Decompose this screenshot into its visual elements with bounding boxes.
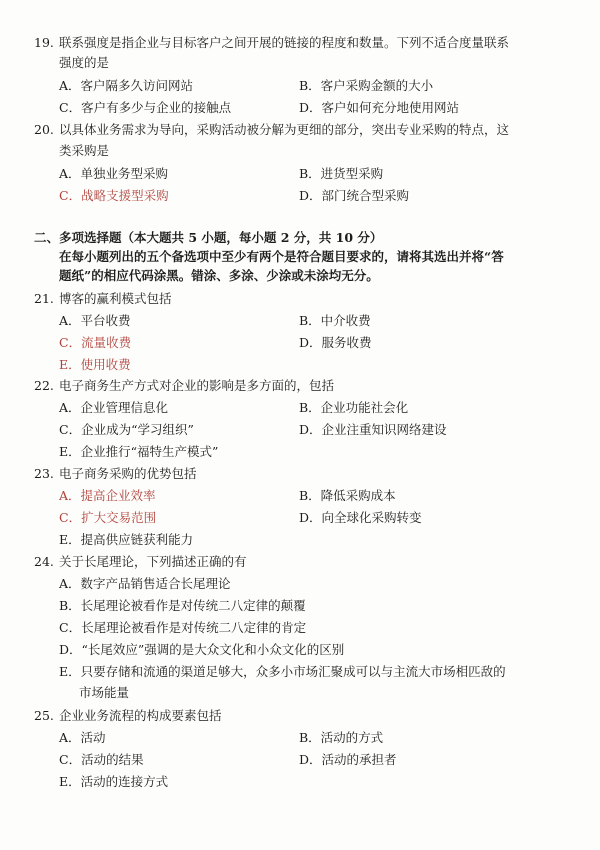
option-b: B．进货型采购	[299, 166, 384, 181]
option-a: A．平台收费	[59, 313, 131, 328]
section-heading: 二、多项选择题（本大题共 5 小题，每小题 2 分，共 10 分）	[34, 230, 383, 245]
option-c: C．活动的结果	[59, 752, 144, 767]
option-a-answer: A．提高企业效率	[59, 488, 156, 503]
option-a: A．企业管理信息化	[59, 400, 169, 415]
option-b: B．长尾理论被看作是对传统二八定律的颠覆	[59, 598, 306, 613]
option-c: C．客户有多少与企业的接触点	[59, 100, 232, 115]
section-instructions: 在每小题列出的五个备选项中至少有两个是符合题目要求的，请将其选出并将“答	[59, 249, 504, 264]
option-e-cont: 市场能量	[79, 685, 130, 700]
question-number: 19.	[34, 35, 54, 50]
option-e: E．活动的连接方式	[59, 774, 169, 789]
question-number: 24.	[34, 554, 54, 569]
question-stem: 电子商务采购的优势包括	[59, 466, 197, 481]
option-c-answer: C．流量收费	[59, 335, 132, 350]
option-a: A．数字产品销售适合长尾理论	[59, 576, 231, 591]
option-e: E．企业推行“福特生产模式”	[59, 444, 219, 459]
option-c: C．企业成为“学习组织”	[59, 422, 194, 437]
question-stem: 博客的赢利模式包括	[59, 291, 172, 306]
option-e-answer: E．使用收费	[59, 357, 131, 372]
question-stem: 以具体业务需求为导向，采购活动被分解为更细的部分，突出专业采购的特点，这	[59, 122, 510, 137]
question-stem: 企业业务流程的构成要素包括	[59, 708, 222, 723]
option-b: B．客户采购金额的大小	[299, 78, 434, 93]
option-b: B．降低采购成本	[299, 488, 396, 503]
option-c-answer: C．扩大交易范围	[59, 510, 157, 525]
option-d: D．客户如何充分地使用网站	[299, 100, 460, 115]
question-number: 23.	[34, 466, 54, 481]
option-d: D．企业注重知识网络建设	[299, 422, 447, 437]
option-e: E．只要存储和流通的渠道足够大，众多小市场汇聚成可以与主流大市场相匹敌的	[59, 664, 506, 679]
option-b: B．企业功能社会化	[299, 400, 409, 415]
option-d: D．活动的承担者	[299, 752, 397, 767]
option-e: E．提高供应链获利能力	[59, 532, 194, 547]
option-b: B．中介收费	[299, 313, 371, 328]
option-c: C．长尾理论被看作是对传统二八定律的肯定	[59, 620, 307, 635]
option-d: D．部门统合型采购	[299, 188, 410, 203]
question-number: 20.	[34, 122, 54, 137]
question-stem: 电子商务生产方式对企业的影响是多方面的，包括	[59, 378, 335, 393]
section-instructions-cont: 题纸”的相应代码涂黑。错涂、多涂、少涂或未涂均无分。	[59, 268, 379, 283]
option-a: A．客户隔多久访问网站	[59, 78, 194, 93]
option-d: D．“长尾效应”强调的是大众文化和小众文化的区别	[59, 642, 345, 657]
question-stem-cont: 类采购是	[59, 143, 110, 158]
option-b: B．活动的方式	[299, 730, 384, 745]
option-a: A．单独业务型采购	[59, 166, 169, 181]
question-stem: 关于长尾理论，下列描述正确的有	[59, 554, 247, 569]
option-d: D．向全球化采购转变	[299, 510, 422, 525]
option-d: D．服务收费	[299, 335, 372, 350]
option-a: A．活动	[59, 730, 106, 745]
question-number: 21.	[34, 291, 54, 306]
option-c-answer: C．战略支援型采购	[59, 188, 169, 203]
question-number: 25.	[34, 708, 54, 723]
question-stem-cont: 强度的是	[59, 55, 110, 70]
question-stem: 联系强度是指企业与目标客户之间开展的链接的程度和数量。下列不适合度量联系	[59, 35, 510, 50]
question-number: 22.	[34, 378, 54, 393]
